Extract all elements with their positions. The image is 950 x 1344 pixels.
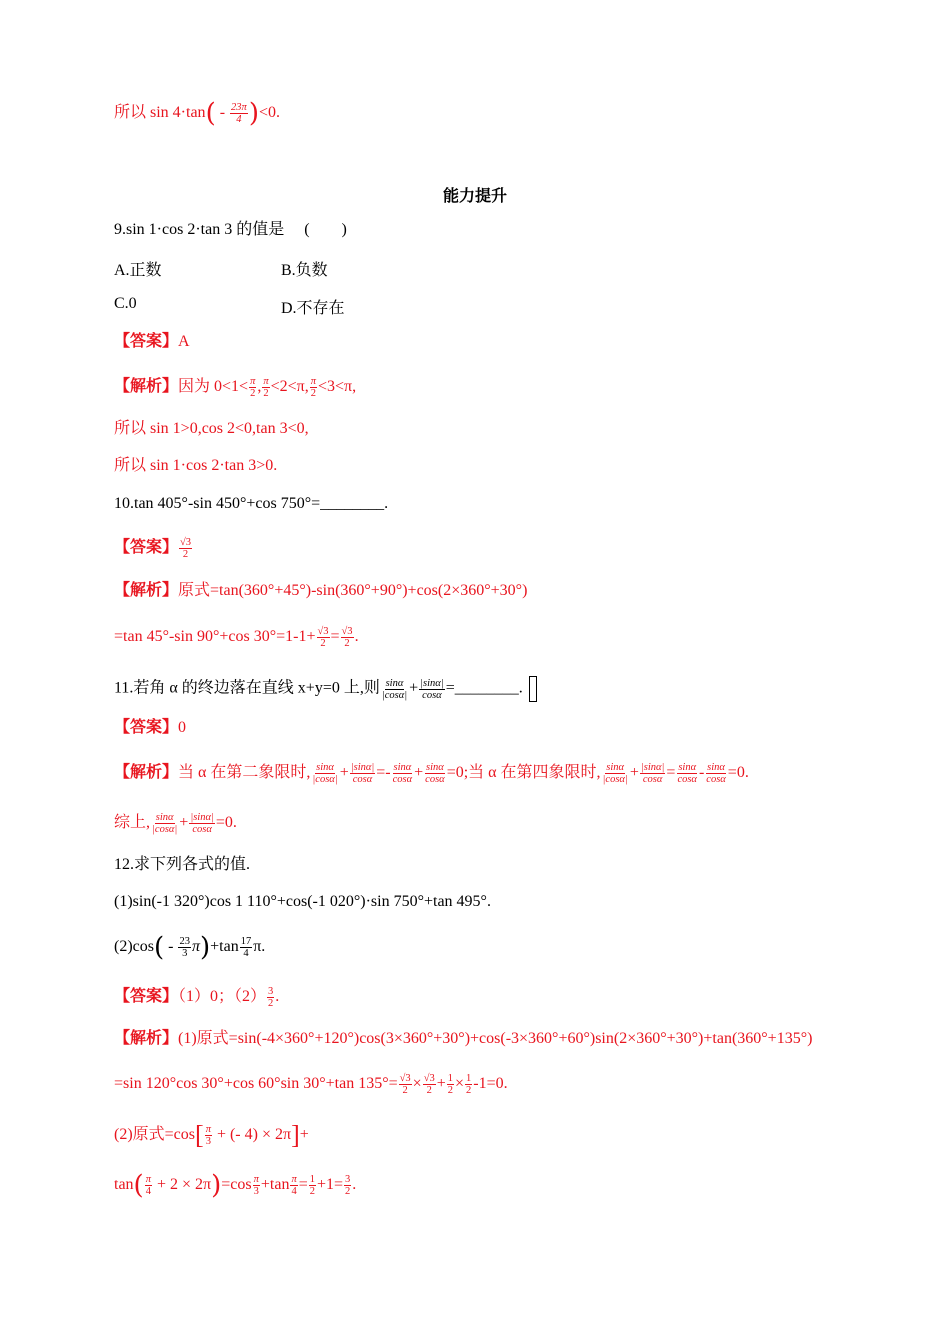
fraction [267,986,274,1009]
text: . [352,1176,357,1194]
bracket-open: [ [195,1120,204,1150]
text: + [629,764,639,782]
fraction [151,812,178,835]
text: =cos [221,1176,252,1194]
text: × [412,1075,422,1093]
fraction [447,1073,454,1096]
frac-den: cosα [677,774,697,785]
frac-den: cosα [352,774,373,785]
paren-open: ( [133,1170,144,1201]
frac-den: 2 [250,388,256,399]
q12-analysis-1 [114,1029,812,1049]
text: 11.若角 α 的终边落在直线 x+y=0 上,则 [114,679,380,697]
frac-num: sinα [426,762,444,773]
frac-num: sinα [707,762,725,773]
answer-label: 【答案】 [114,988,179,1006]
text: =sin 120°cos 30°+cos 60°sin 30°+tan 135°= [114,1075,398,1093]
frac-num: sinα [678,762,697,773]
text: . [354,628,359,646]
fraction [262,376,269,399]
text: = [666,764,676,782]
frac-den: |cosα| [381,689,408,701]
q12-answer [114,986,279,1009]
frac-den: |cosα| [602,774,628,785]
answer-value: A [178,333,190,350]
q9-analysis-1 [114,376,356,399]
text: +tan [210,938,239,956]
frac-den: 2 [182,549,189,560]
answer-value: 0 [178,719,187,736]
bracket-close: ] [291,1120,300,1150]
frac-num: √3 [317,626,329,637]
text: . [275,988,280,1006]
frac-num: |sinα| [190,812,214,823]
frac-num: 17 [240,936,252,947]
frac-num: 3 [345,1174,351,1185]
text: +tan [260,1176,290,1194]
text: + (- 4) × 2π [212,1126,292,1144]
q11-question [114,676,537,702]
text: π [191,938,200,956]
fraction [392,762,414,785]
q9-option-b: B.负数 [281,262,328,279]
frac-num: sinα [316,762,334,773]
text: =0. [727,764,749,782]
frac-num: |sinα| [420,677,444,689]
text: + [179,814,189,832]
fraction [381,678,408,701]
q9-analysis-2: 所以 sin 1>0,cos 2<0,tan 3<0, [114,420,309,437]
frac-num: π [205,1124,211,1135]
frac-num: 3 [268,986,274,997]
text: (2)原式=cos [114,1126,196,1144]
q12-question: 12.求下列各式的值. [114,856,251,873]
text: π. [253,938,266,956]
q9-analysis-3: 所以 sin 1·cos 2·tan 3>0. [114,457,278,474]
text: , [257,378,262,396]
fraction [290,1174,297,1197]
frac-den: |cosα| [152,824,178,835]
q11-analysis-2 [114,812,237,835]
text: = [330,628,340,646]
frac-num: |sinα| [350,762,375,773]
fraction [309,1174,316,1197]
fraction [179,537,192,560]
fraction [602,762,629,785]
frac-den: 3 [182,948,188,959]
analysis-label: 【解析】 [114,764,179,782]
q12-analysis-2 [114,1073,508,1096]
text: = [298,1176,308,1194]
fraction [676,762,698,785]
fraction [350,762,376,785]
paren-close: ) [211,1170,222,1201]
fraction [640,762,666,785]
frac-den: 2 [466,1085,472,1096]
fraction [423,1073,436,1096]
frac-num: π [263,376,269,387]
text: + [299,1126,309,1144]
text: =- [376,764,391,782]
frac-num: 23 [179,936,190,947]
q10-question: 10.tan 405°-sin 450°+cos 750°=________. [114,495,389,512]
fraction [310,376,317,399]
frac-den: 2 [309,1186,315,1197]
fraction [399,1073,412,1096]
paren-close: ) [248,98,259,129]
text: + [339,764,349,782]
q9-question: 9.sin 1·cos 2·tan 3 的值是 ( ) [114,221,347,238]
frac-num: 23π [231,102,247,113]
frac-den: 2 [344,638,350,649]
q10-answer [114,537,193,560]
frac-num: π [291,1174,297,1185]
text: × [454,1075,465,1093]
text: 因为 0<1< [178,378,249,396]
fraction [178,936,191,959]
frac-num: √3 [180,537,192,548]
frac-num: 1 [447,1073,453,1084]
frac-num: √3 [341,626,353,637]
text: <3<π, [318,378,357,396]
text-cursor-box [529,676,537,702]
text: =________. [445,679,523,697]
text: + [436,1075,446,1093]
fraction [249,376,256,399]
text: + 2 × 2π [152,1176,212,1194]
q12-analysis-4 [114,1170,357,1201]
frac-den: cosα [422,689,442,701]
fraction [253,1174,260,1197]
q9-answer [114,332,190,352]
frac-num: π [253,1174,259,1185]
frac-den: 2 [447,1085,453,1096]
frac-num: sinα [393,762,412,773]
fraction [465,1073,472,1096]
frac-den: 2 [345,1186,351,1197]
frac-num: √3 [399,1073,411,1084]
frac-den: 4 [236,114,242,125]
text: 原式=tan(360°+45°)-sin(360°+90°)+cos(2×360°+30°) [178,582,528,599]
text: 综上, [114,814,151,832]
analysis-label: 【解析】 [114,582,179,599]
text: - [698,764,705,782]
frac-den: cosα [392,774,413,785]
frac-num: |sinα| [640,762,665,773]
fraction [419,678,445,701]
q11-analysis-1 [114,762,749,785]
frac-num: π [310,376,316,387]
text: <0. [258,104,280,122]
answer-label: 【答案】 [114,719,179,736]
text: =0. [215,814,237,832]
frac-den: cosα [642,774,663,785]
fraction [189,812,215,835]
frac-den: 3 [253,1186,259,1197]
paren-open: ( [205,98,216,129]
frac-den: cosα [706,774,726,785]
fraction [424,762,446,785]
fraction [341,626,354,649]
q12-analysis-3 [114,1120,309,1150]
text: (2)cos [114,938,154,956]
frac-den: 4 [291,1186,297,1197]
section-title: 能力提升 [442,188,507,205]
frac-num: π [145,1174,151,1185]
fraction [230,102,248,125]
frac-num: 1 [466,1073,472,1084]
text: + [409,679,419,697]
fraction [317,626,330,649]
frac-den: 4 [243,948,249,959]
text: -1=0. [473,1075,508,1093]
analysis-label: 【解析】 [114,378,179,396]
frac-den: 4 [145,1186,151,1197]
frac-den: 3 [205,1136,211,1147]
frac-den: cosα [192,824,212,835]
text: 所以 sin 4·tan [114,104,206,122]
answer-label: 【答案】 [114,539,179,557]
frac-den: cosα [425,774,445,785]
text: + [414,764,424,782]
q9-option-c: C.0 [114,295,137,312]
text: （1）0；（2） [178,988,267,1006]
frac-den: 2 [268,998,274,1009]
q11-answer [114,718,186,738]
frac-den: 2 [310,388,316,399]
frac-num: 1 [309,1174,315,1185]
fraction [311,762,338,785]
paren-open: ( [153,932,165,963]
text: +1= [317,1176,344,1194]
frac-num: sinα [606,762,625,773]
q9-option-d: D.不存在 [281,300,345,317]
frac-num: sinα [385,677,404,689]
text: =0;当 α 在第四象限时, [446,764,601,782]
prev-conclusion-line [114,98,280,129]
fraction [705,762,727,785]
q10-analysis-1 [114,581,527,601]
fraction [145,1174,152,1197]
analysis-label: 【解析】 [114,1030,179,1047]
text: (1)原式=sin(-4×360°+120°)cos(3×360°+30°)+cos(-3×360°+60°)sin(2×360°+30°)+tan(360°+135°) [178,1030,813,1047]
text: <2<π, [270,378,309,396]
q12-sub1: (1)sin(-1 320°)cos 1 110°+cos(-1 020°)·sin 750°+tan 495°. [114,893,491,910]
frac-num: π [250,376,256,387]
fraction [344,1174,351,1197]
fraction [240,936,253,959]
frac-num: sinα [155,812,174,823]
text: =tan 45°-sin 90°+cos 30°=1-1+ [114,628,316,646]
paren-close: ) [199,932,211,963]
frac-num: √3 [423,1073,435,1084]
text: 当 α 在第二象限时, [178,764,311,782]
q12-sub2 [114,932,266,963]
frac-den: 2 [263,388,269,399]
q10-analysis-2 [114,626,359,649]
minus: - [215,104,230,122]
frac-den: 2 [402,1085,408,1096]
text: tan [114,1176,134,1194]
q9-option-a: A.正数 [114,262,162,279]
frac-den: 2 [320,638,326,649]
frac-den: |cosα| [312,774,338,785]
fraction [205,1124,212,1147]
minus: - [164,938,178,956]
frac-den: 2 [426,1085,432,1096]
answer-label: 【答案】 [114,333,179,350]
